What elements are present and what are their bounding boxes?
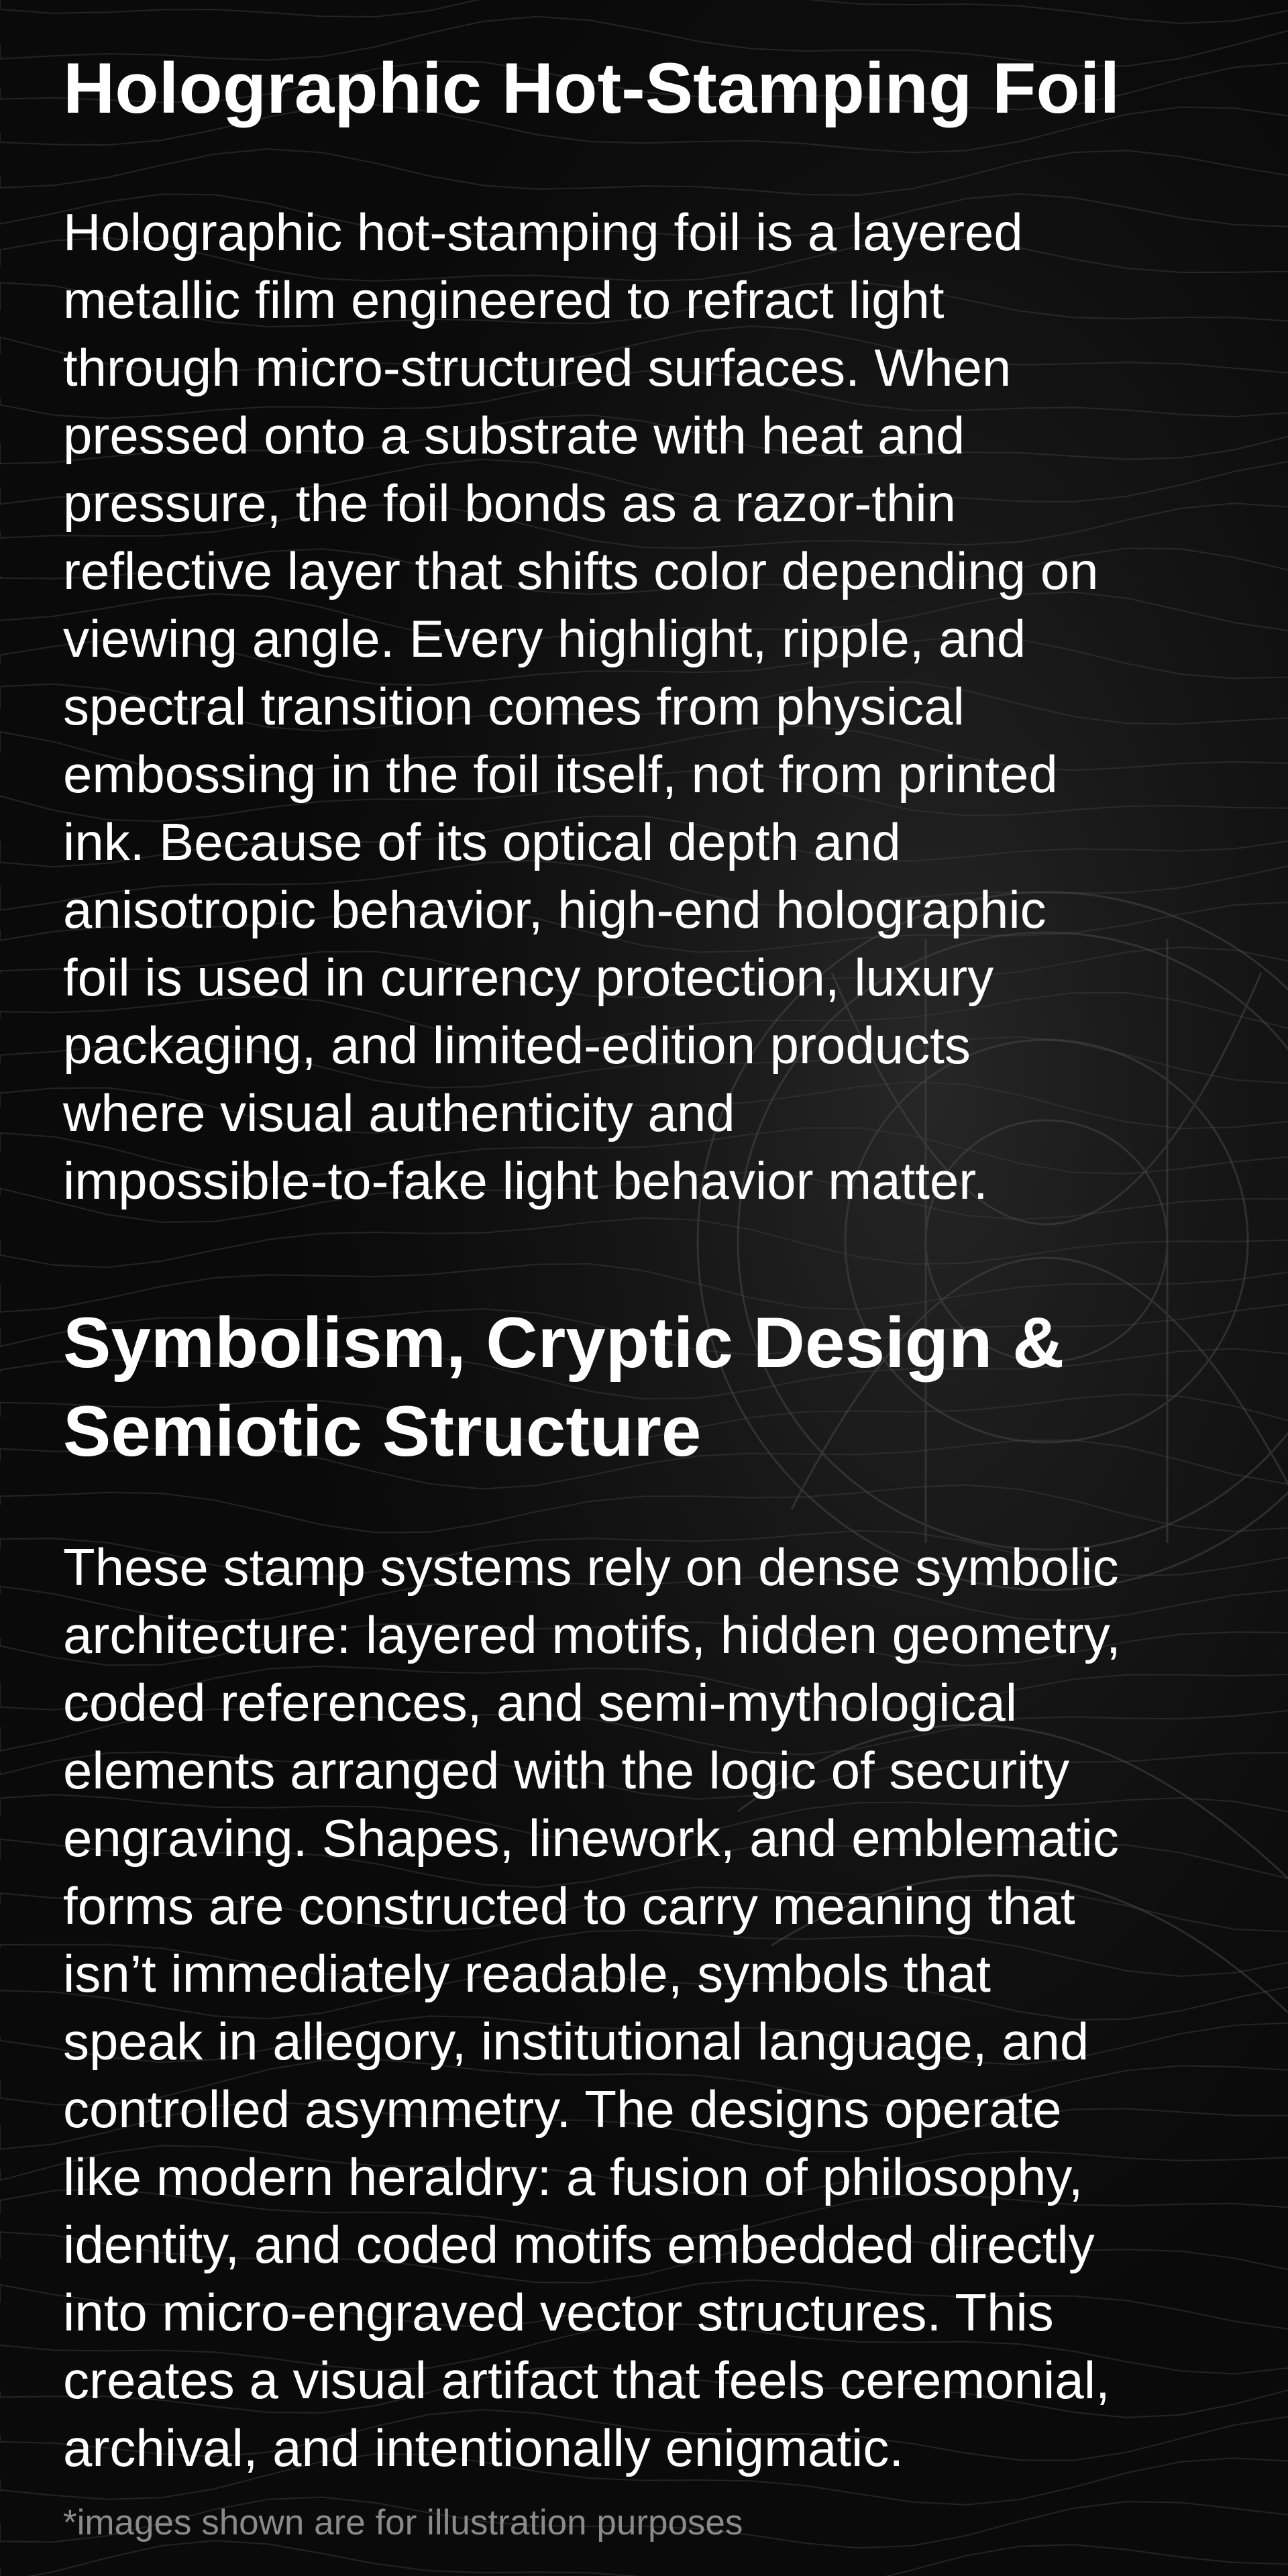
text-line: anisotropic behavior, high-end holographic: [63, 880, 1046, 939]
text-line: architecture: layered motifs, hidden geometry,: [63, 1605, 1121, 1664]
text-line: metallic film engineered to refract light: [63, 270, 945, 329]
heading-line: Semiotic Structure: [63, 1391, 702, 1471]
heading-line: Symbolism, Cryptic Design &: [63, 1302, 1065, 1383]
footnote-disclaimer: *images shown are for illustration purposes: [63, 2503, 743, 2542]
text-line: reflective layer that shifts color depending on: [63, 541, 1099, 600]
text-line: ink. Because of its optical depth and: [63, 812, 901, 871]
text-line: into micro-engraved vector structures. This: [63, 2283, 1054, 2342]
text-line: foil is used in currency protection, luxury: [63, 948, 994, 1007]
text-line: where visual authenticity and: [63, 1083, 735, 1142]
text-line: engraving. Shapes, linework, and emblematic: [63, 1809, 1119, 1868]
text-line: pressure, the foil bonds as a razor-thin: [63, 474, 957, 533]
text-line: controlled asymmetry. The designs operate: [63, 2080, 1062, 2139]
text-line: identity, and coded motifs embedded directly: [63, 2215, 1095, 2274]
text-line: creates a visual artifact that feels ceremonial,: [63, 2351, 1110, 2410]
text-line: isn’t immediately readable, symbols that: [63, 1944, 991, 2003]
section-heading: [63, 1298, 1257, 1475]
text-line: pressed onto a substrate with heat and: [63, 406, 965, 465]
text-line: packaging, and limited-edition products: [63, 1016, 971, 1075]
text-line: Holographic hot-stamping foil is a layered: [63, 203, 1023, 262]
text-line: These stamp systems rely on dense symbolic: [63, 1538, 1119, 1597]
intro-paragraph: [63, 199, 1257, 1215]
page-title: Holographic Hot-Stamping Foil: [63, 48, 1120, 128]
text-line: viewing angle. Every highlight, ripple, and: [63, 609, 1026, 668]
text-line: speak in allegory, institutional language, and: [63, 2012, 1089, 2071]
text-line: like modern heraldry: a fusion of philosophy,: [63, 2147, 1083, 2206]
text-line: elements arranged with the logic of security: [63, 1741, 1070, 1800]
text-line: coded references, and semi-mythological: [63, 1673, 1018, 1732]
section-body-paragraph: [63, 1534, 1257, 2482]
text-line: impossible-to-fake light behavior matter.: [63, 1151, 988, 1210]
text-line: embossing in the foil itself, not from printed: [63, 745, 1058, 804]
text-line: archival, and intentionally enigmatic.: [63, 2418, 904, 2477]
text-line: forms are constructed to carry meaning that: [63, 1876, 1075, 1935]
text-line: spectral transition comes from physical: [63, 677, 965, 736]
text-line: through micro-structured surfaces. When: [63, 338, 1012, 397]
